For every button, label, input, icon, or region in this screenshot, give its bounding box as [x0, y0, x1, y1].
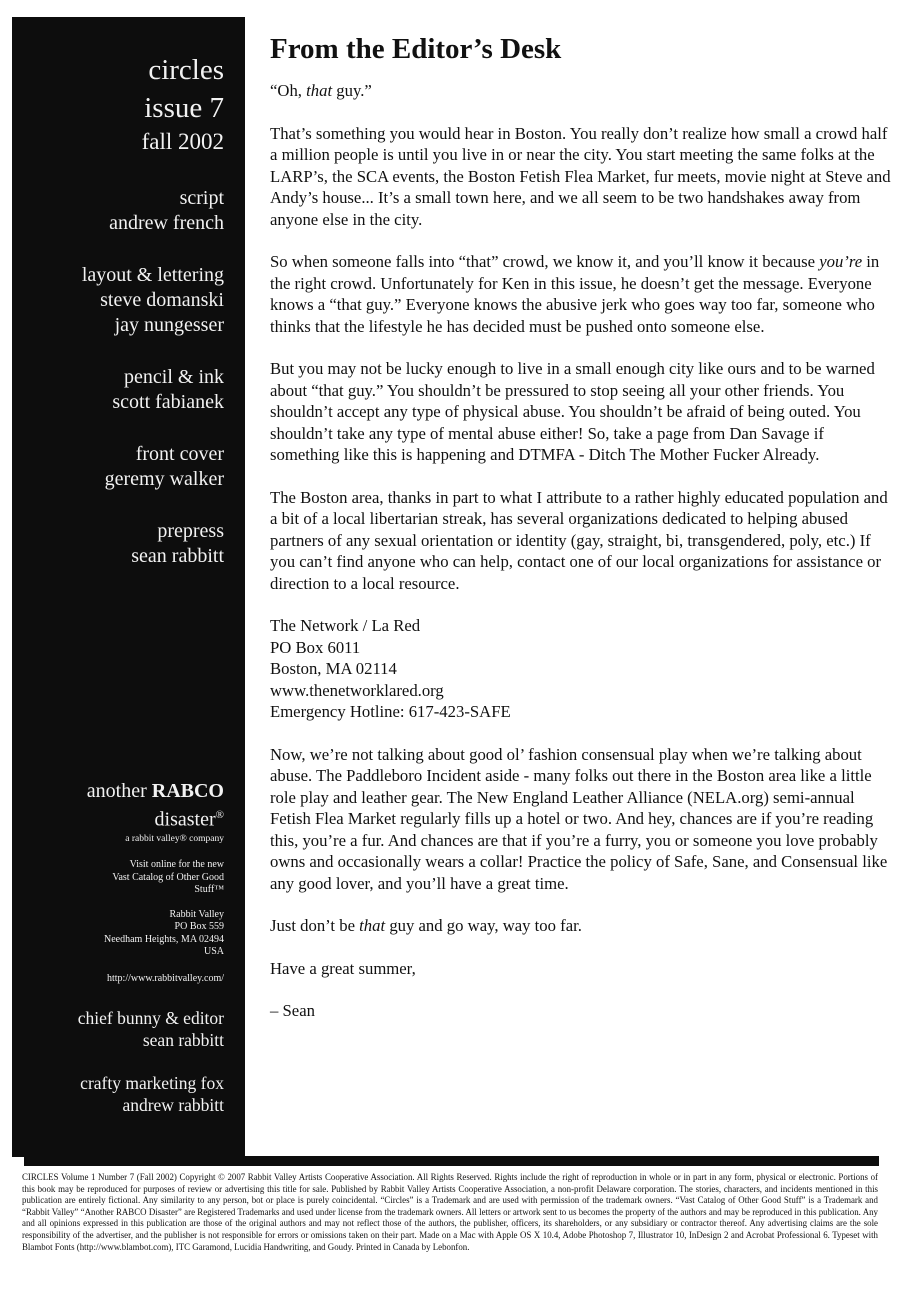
publisher-tagline: a rabbit valley® company [125, 833, 224, 844]
org-city: Boston, MA 02114 [270, 659, 397, 678]
footer-rule [24, 1156, 879, 1166]
publisher-url[interactable]: http://www.rabbitvalley.com/ [106, 972, 224, 984]
staff-role: crafty marketing fox [80, 1073, 224, 1094]
org-website[interactable]: www.thenetworklared.org [270, 680, 444, 700]
credit-pencil [12, 365, 224, 415]
staff-name: sean rabbitt [142, 1030, 224, 1051]
org-hotline: Emergency Hotline: 617-423-SAFE [270, 702, 511, 721]
visit-note [12, 859, 224, 897]
p2-text-end: in the right crowd. Unfortunately for Ken in this issue, he doesn’t get the message. Everyone knows a “that guy.” Everyone knows the abusive jerk who goes way too far, someone who thinks that the lifestyle he has decided must be pushed onto someone else. [270, 252, 880, 336]
org-pobox: PO Box 6011 [270, 637, 361, 657]
organization-address [270, 615, 895, 723]
credit-name: scott fabianek [112, 391, 224, 413]
magazine-title: circles [148, 54, 224, 86]
credit-role: script [179, 187, 224, 209]
staff-name: andrew rabbitt [122, 1095, 224, 1116]
credit-layout [12, 263, 224, 338]
paragraph-2 [270, 251, 895, 337]
registered-mark: ® [215, 809, 224, 821]
credit-name: steve domanski [100, 289, 224, 311]
org-name: The Network / La Red [270, 616, 421, 635]
address-line: PO Box 559 [174, 921, 224, 933]
credit-script [12, 186, 224, 236]
staff-role: chief bunny & editor [77, 1008, 224, 1029]
paragraph-3: But you may not be lucky enough to live in a small enough city like ours and to be warned about “that guy.” You shouldn’t be pressured to stop seeing all your other friends. You shouldn’t accept any type of physical abuse. You shouldn’t be afraid of being outed. You shouldn’t take any type of mental abuse either! So, take a page from Dan Savage if something like this is happening and DTMFA - Ditch The Mother Fucker Already. [270, 359, 875, 464]
credit-name: jay nungesser [114, 314, 224, 336]
publisher-block [12, 779, 224, 985]
opening-quote [270, 80, 895, 102]
credit-role: layout & lettering [81, 264, 224, 286]
p6-text-end: guy and go way, way too far. [385, 916, 582, 935]
visit-line: Vast Catalog of Other Good [112, 871, 224, 883]
p6-emphasis: that [359, 916, 386, 935]
signature: – Sean [270, 1001, 315, 1020]
paragraph-4: The Boston area, thanks in part to what I attribute to a rather highly educated population and a bit of a local libertarian streak, has several organizations dedicated to helping abused partners of any sexual orientation or identity (gay, straight, bi, transgendered, poly, etc.) If you can’t find anyone who can help, contact one of our local organizations for assistance or direction to a local resource. [270, 487, 888, 593]
paragraph-6 [270, 915, 895, 937]
publisher-logo-line1 [12, 779, 224, 803]
visit-line: Visit online for the new [129, 859, 224, 871]
address-line: USA [203, 946, 224, 958]
paragraph-5: Now, we’re not talking about good ol’ fashion consensual play when we’re talking about abuse. The Paddleboro Incident aside - many folks out there in the Boston area like a little role play and leather gear. The New England Leather Alliance (NELA.org) semi-annual Fetish Flea Market regularly fills up a hotel or two. And hey, chances are if you’re reading this, you’re a fur. And chances are that if you’re a furry, you or someone you love probably owns and occasionally wears a collar! Practice the policy of Safe, Sane, and Consensual like any good lover, and you’ll have a great time. [270, 744, 888, 893]
credit-cover [12, 442, 224, 492]
sidebar-top-spacer [12, 17, 224, 51]
editorial-article [270, 30, 895, 1043]
credit-role: pencil & ink [124, 366, 224, 388]
p2-text: So when someone falls into “that” crowd, we know it, and you’ll know it because [270, 252, 820, 271]
address-line: Rabbit Valley [169, 908, 224, 920]
credit-name: geremy walker [104, 468, 224, 490]
article-title: From the Editor’s Desk [270, 33, 562, 65]
copyright-fineprint: CIRCLES Volume 1 Number 7 (Fall 2002) Copyright © 2007 Rabbit Valley Artists Cooperative Association. All Rights Reserved. Rights include the right of reproduction in whole or in part in any form, physical or electronic. Portions of this book may be reproduced for purposes of review or advertising this title for sale. Published by Rabbit Valley Artists Cooperative Association, a non-profit Delaware corporation. The stories, characters, and incidents mentioned in this publication are entirely fictional. Any similarity to any person, bot or place is purely coincidental. “Circles” is a Trademark and are used with permission of the trademark owners. “Vast Catalog of Other Good Stuff” is a Trademark and “Rabbit Valley” “Another RABCO Disaster” are Registered Trademarks and used under license from the trademark owners. All letters or artwork sent to us becomes the property of the authors and may be reproduced in this publication. Any and all opinions expressed in this publication are those of the original authors and may not reflect those of the authors, the publisher, officers, its shareholders, or any subsidiary or contractor thereof. Any advertising claims are the sole responsibility of the advertiser, and the publisher is not responsible for errors or omissions taken on their part. Made on a Mac with Apple OS X 10.4, Adobe Photoshop 7, Illustrator 10, InDesign 2 and Acrobat Professional 6. Typeset with Blambot Fonts (http://www.blambot.com), ITC Garamond, Lucidia Handwriting, and Goudy. Printed in Canada by Lebonfon. [22, 1172, 878, 1252]
publisher-logo-line2 [12, 803, 224, 832]
address-line: Needham Heights, MA 02494 [104, 933, 224, 945]
publisher-pre: another [86, 780, 152, 802]
credit-role: front cover [135, 443, 224, 465]
credit-name: andrew french [109, 212, 224, 234]
visit-line: Stuff™ [194, 884, 224, 896]
issue-season: fall 2002 [141, 129, 224, 154]
paragraph-1: That’s something you would hear in Boston. You really don’t realize how small a crowd half a million people is until you live in or near the city. You start meeting the same folks at the LARP’s, the SCA events, the Boston Fetish Flea Market, fur meets, movie night at Steve and Andy’s house... It’s a small town here, and we all seem to be two handshakes away from anyone else in the city. [270, 123, 891, 229]
issue-number: issue 7 [144, 92, 224, 124]
quote-text: “Oh, [270, 81, 307, 100]
staff-marketing [12, 1072, 224, 1116]
quote-emphasis: that [306, 81, 333, 100]
p2-emphasis: you’re [819, 252, 863, 271]
closing-line: Have a great summer, [270, 958, 416, 978]
credit-prepress [12, 519, 224, 569]
publisher-disaster: disaster [154, 808, 216, 831]
p6-text: Just don’t be [270, 916, 360, 935]
staff-editor [12, 1007, 224, 1051]
credits-sidebar [12, 17, 245, 1157]
credit-name: sean rabbitt [131, 545, 224, 567]
credit-role: prepress [157, 520, 224, 542]
quote-text-end: guy.” [332, 81, 372, 100]
publisher-address [12, 909, 224, 959]
publisher-brand: RABCO [151, 780, 224, 802]
